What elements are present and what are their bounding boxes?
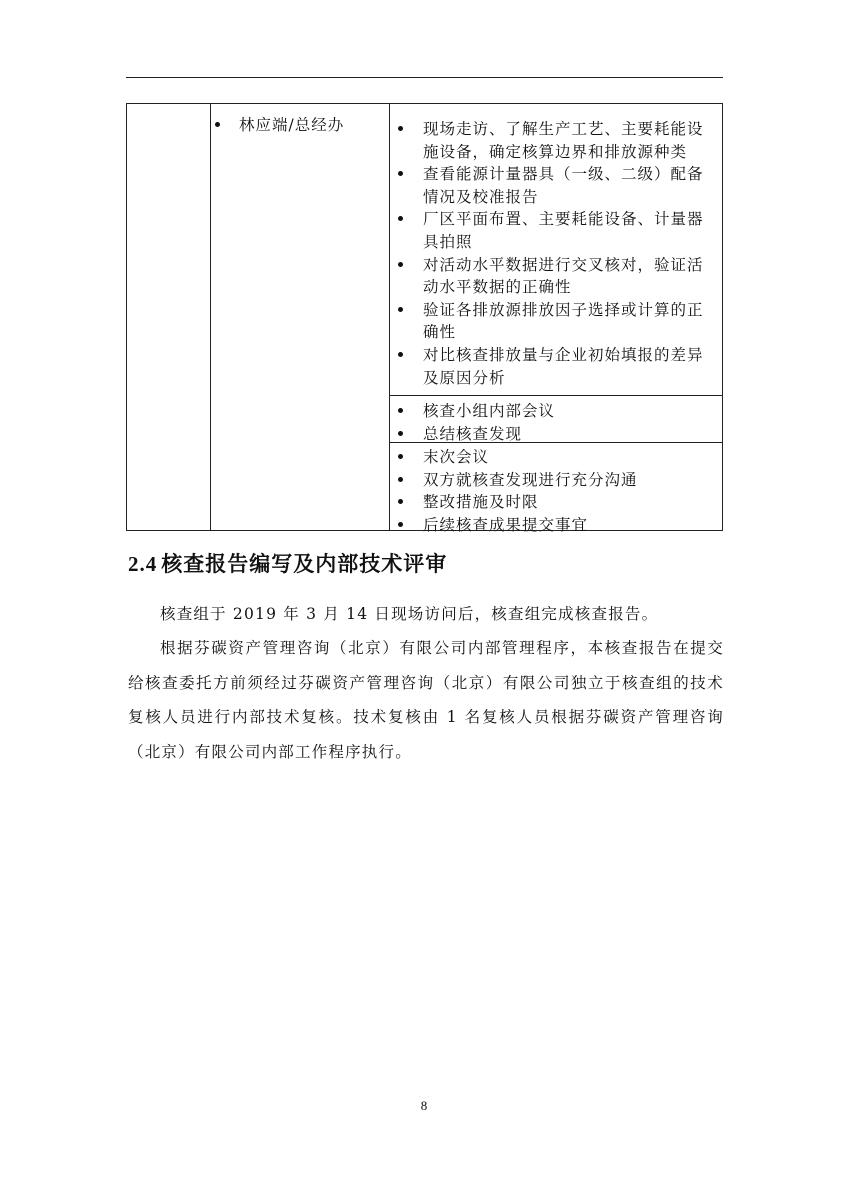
- list-item: 总结核查发现: [390, 423, 723, 446]
- column-divider: [210, 104, 211, 530]
- list-item: 验证各排放源排放因子选择或计算的正确性: [390, 299, 723, 344]
- list-item: 末次会议: [390, 446, 723, 469]
- list-item: 对活动水平数据进行交叉核对，验证活动水平数据的正确性: [390, 254, 723, 299]
- section-heading: [128, 549, 447, 579]
- section-title: 核查报告编写及内部技术评审: [161, 551, 448, 576]
- list-item: 核查小组内部会议: [390, 400, 723, 423]
- activity-list-site-visit: [390, 118, 723, 389]
- header-rule: [126, 77, 723, 78]
- list-item: 整改措施及时限: [390, 491, 723, 514]
- list-item: 厂区平面布置、主要耗能设备、计量器具拍照: [390, 208, 723, 253]
- list-item: 对比核查排放量与企业初始填报的差异及原因分析: [390, 344, 723, 389]
- activity-table: [126, 103, 723, 534]
- activity-list-internal-meeting: [390, 400, 723, 445]
- list-item: 查看能源计量器具（一级、二级）配备情况及校准报告: [390, 163, 723, 208]
- paragraph: 根据芬碳资产管理咨询（北京）有限公司内部管理程序，本核查报告在提交给核查委托方前须经过芬碳资产管理咨询（北京）有限公司独立于核查组的技术复核人员进行内部技术复核。技术复核由 1 名复核人员根据芬碳资产管理咨询（北京）有限公司内部工作程序执行。: [128, 639, 724, 761]
- paragraph: 核查组于 2019 年 3 月 14 日现场访问后，核查组完成核查报告。: [160, 605, 659, 623]
- person-name: 林应端/总经办: [239, 116, 345, 134]
- page-number: 8: [420, 1098, 428, 1113]
- list-item: 双方就核查发现进行充分沟通: [390, 469, 723, 492]
- table-cell-person: [215, 114, 385, 136]
- list-item: 后续核查成果提交事宜: [390, 514, 723, 537]
- section-number: 2.4: [128, 552, 158, 576]
- row-divider: [389, 442, 722, 443]
- row-divider: [389, 395, 722, 396]
- list-item: 现场走访、了解生产工艺、主要耗能设施设备，确定核算边界和排放源种类: [390, 118, 723, 163]
- activity-list-closing-meeting: [390, 446, 723, 536]
- bullet-dot: [215, 122, 220, 127]
